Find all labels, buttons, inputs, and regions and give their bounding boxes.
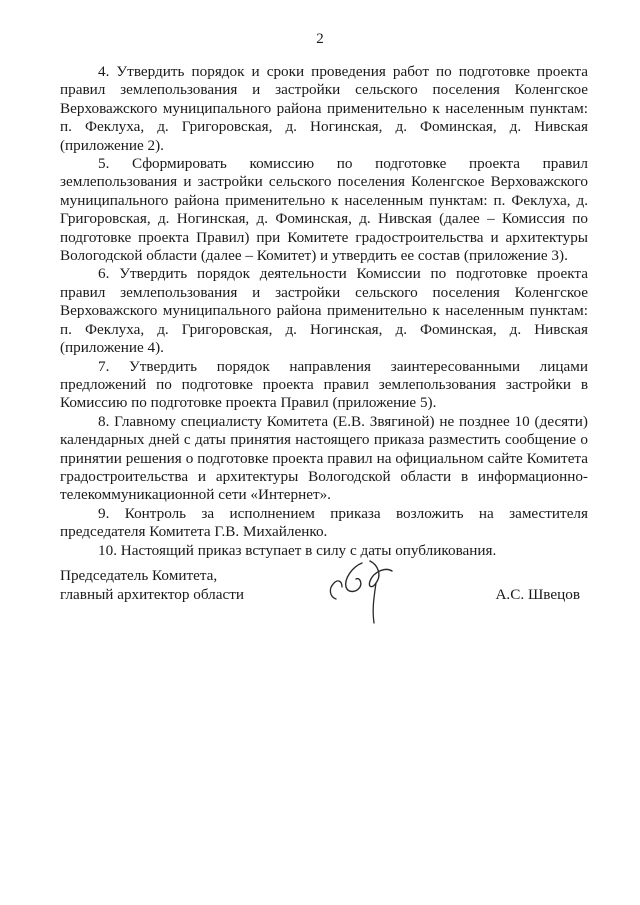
document-body xyxy=(60,63,588,560)
paragraph-item-8: 8. Главному специалисту Комитета (Е.В. Звягиной) не позднее 10 (десяти) календарных дней с даты принятия настоящего приказа разместить сообщение о принятии решения о подготовке проекта правил на официальном сайте Комитета градостроительства и архитектуры Вологодской области в информационно-телекоммуникационной сети «Интернет». xyxy=(60,412,588,504)
handwritten-signature xyxy=(322,553,412,633)
paragraph-item-5: 5. Сформировать комиссию по подготовке проекта правил землепользования и застройки сельского поселения Коленгское Верховажского муниципального района применительно к населенным пунктам: п. Феклуха, д. Григоровская, д. Ногинская, д. Фоминская, д. Нивская (далее – Комиссия по подготовке проекта Правил) при Комитете градостроительства и архитектуры Вологодской области (далее – Комитет) и утвердить ее состав (приложение 3). xyxy=(60,155,588,265)
paragraph-item-10: 10. Настоящий приказ вступает в силу с даты опубликования. xyxy=(98,541,497,559)
paragraph-item-9: 9. Контроль за исполнением приказа возложить на заместителя председателя Комитета Г.В. Михайленко. xyxy=(60,504,588,541)
signatory-name: А.С. Швецов xyxy=(495,586,580,603)
paragraph-item-4: 4. Утвердить порядок и сроки проведения работ по подготовке проекта правил землепользования и застройки сельского поселения Коленгское Верховажского муниципального района применительно к населенным пунктам: п. Феклуха, д. Григоровская, д. Ногинская, д. Фоминская, д. Нивская (приложение 2). xyxy=(60,63,588,154)
signatory-title-line-2: главный архитектор области xyxy=(60,585,245,603)
signatory-title-line-1: Председатель Комитета, xyxy=(60,567,218,584)
page-number: 2 xyxy=(316,31,324,47)
paragraph-item-7: 7. Утвердить порядок направления заинтересованными лицами предложений по подготовке проекта правил землепользования застройки в Комиссию по подготовке проекта Правил (приложение 5). xyxy=(60,357,588,412)
signatory-title xyxy=(60,567,244,604)
signature-block xyxy=(60,567,588,637)
paragraph-item-6: 6. Утвердить порядок деятельности Комиссии по подготовке проекта правил землепользования и застройки сельского поселения Коленгское Верховажского муниципального района применительно к населенным пунктам: п. Феклуха, д. Григоровская, д. Ногинская, д. Фоминская, д. Нивская (приложение 4). xyxy=(60,265,588,357)
